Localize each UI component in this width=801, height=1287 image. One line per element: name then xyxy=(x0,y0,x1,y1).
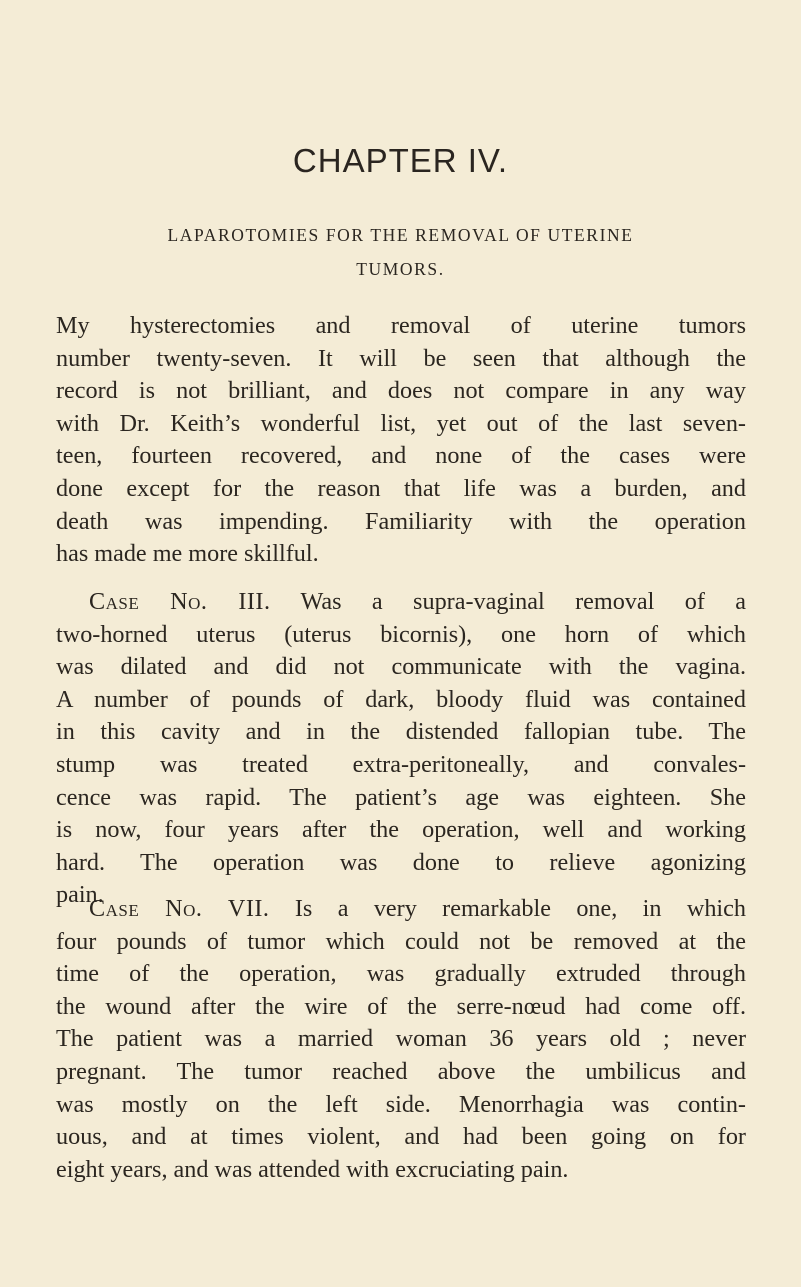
section-title-line-1: LAPAROTOMIES FOR THE REMOVAL OF UTERINE xyxy=(167,225,634,245)
paragraph-line: eight years, and was attended with excruciating pain. xyxy=(56,1155,569,1183)
paragraph-line: teen, fourteen recovered, and none of the cases were xyxy=(56,442,746,470)
paragraph-line: two-horned uterus (uterus bicornis), one horn of which xyxy=(56,620,746,648)
paragraph-line: pregnant. The tumor reached above the umbilicus and xyxy=(56,1057,746,1085)
paragraph-line: death was impending. Familiarity with the operation xyxy=(56,507,746,535)
case-7-first-line-text: Is a very remarkable one, in which xyxy=(269,895,746,922)
paragraph-line: in this cavity and in the distended fallopian tube. The xyxy=(56,718,746,746)
paragraph-line: uous, and at times violent, and had been going on for xyxy=(56,1123,746,1151)
chapter-title: CHAPTER IV. xyxy=(292,142,509,179)
section-title xyxy=(56,218,745,286)
paragraph-line: My hysterectomies and removal of uterine tumors xyxy=(56,312,746,339)
paragraph-line: time of the operation, was gradually extruded through xyxy=(56,960,746,988)
case-7-heading: Case No. VII. xyxy=(89,895,270,922)
case-3-first-line xyxy=(56,586,746,619)
case-3-first-line-text: Was a supra-vaginal removal of a xyxy=(270,588,746,615)
paragraph-line: pain. xyxy=(56,881,104,909)
case-3-paragraph xyxy=(56,586,746,912)
paragraph-line: done except for the reason that life was a burden, and xyxy=(56,474,746,502)
case-7-first-line xyxy=(56,893,746,926)
intro-paragraph xyxy=(56,310,746,571)
paragraph-line: cence was rapid. The patient’s age was eighteen. She xyxy=(56,783,746,811)
paragraph-line: has made me more skillful. xyxy=(56,540,319,568)
paragraph-line: record is not brilliant, and does not compare in any way xyxy=(56,377,746,405)
paragraph-line: hard. The operation was done to relieve agonizing xyxy=(56,848,746,876)
paragraph-line: the wound after the wire of the serre-nœud had come off. xyxy=(56,992,746,1020)
paragraph-line: with Dr. Keith’s wonderful list, yet out of the last seven- xyxy=(56,409,746,437)
paragraph-line: was dilated and did not communicate with the vagina. xyxy=(56,653,746,681)
paragraph-line: was mostly on the left side. Menorrhagia was contin- xyxy=(56,1090,746,1118)
paragraph-line: is now, four years after the operation, well and working xyxy=(56,816,746,844)
paragraph-line: four pounds of tumor which could not be removed at the xyxy=(56,927,746,955)
case-3-heading: Case No. III. xyxy=(89,588,271,615)
paragraph-line: The patient was a married woman 36 years old ; never xyxy=(56,1025,746,1053)
section-title-line-2: TUMORS. xyxy=(356,259,445,279)
paragraph-line: A number of pounds of dark, bloody fluid was contained xyxy=(56,685,746,713)
case-7-paragraph xyxy=(56,893,746,1186)
paragraph-line: number twenty-seven. It will be seen that although the xyxy=(56,344,746,372)
paragraph-line: stump was treated extra-peritoneally, and convales- xyxy=(56,750,746,778)
